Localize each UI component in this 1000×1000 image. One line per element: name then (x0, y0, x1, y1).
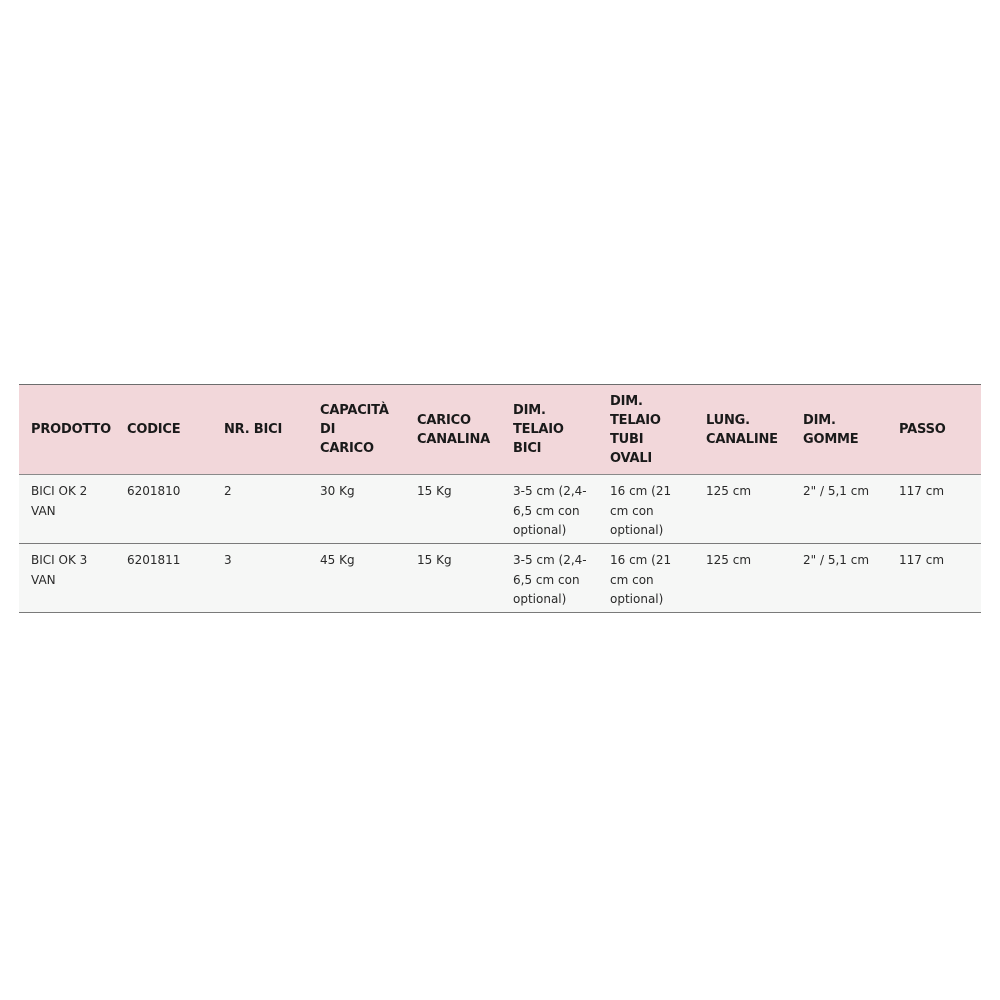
cell-prodotto: BICI OK 3 VAN (31, 553, 88, 587)
cell-carico-canalina: 15 Kg (417, 553, 452, 567)
cell-capacita-di-carico: 30 Kg (320, 484, 355, 498)
cell-lung-canaline: 125 cm (706, 484, 752, 498)
cell-nr-bici: 2 (224, 484, 232, 498)
header-nr-bici: NR. BICI (224, 422, 283, 437)
cell-carico-canalina: 15 Kg (417, 484, 452, 498)
cell-passo: 117 cm (899, 484, 945, 498)
header-dim-gomme: DIM. GOMME (803, 412, 859, 447)
table-row (19, 544, 981, 613)
cell-dim-telaio-tubi-ovali: 16 cm (21 cm con optional) (610, 553, 672, 606)
cell-prodotto: BICI OK 2 VAN (31, 484, 88, 518)
product-spec-table (19, 384, 981, 613)
cell-codice: 6201811 (127, 553, 181, 567)
cell-dim-gomme: 2" / 5,1 cm (803, 484, 870, 498)
table-body (19, 475, 981, 613)
cell-codice: 6201810 (127, 484, 181, 498)
header-lung-canaline: LUNG. CANALINE (706, 412, 778, 447)
cell-lung-canaline: 125 cm (706, 553, 752, 567)
table-header-row (19, 385, 981, 475)
table-row (19, 475, 981, 544)
cell-dim-telaio-bici: 3-5 cm (2,4-6,5 cm con optional) (513, 553, 587, 606)
header-dim-telaio-bici: DIM. TELAIO BICI (513, 403, 564, 456)
cell-passo: 117 cm (899, 553, 945, 567)
header-passo: PASSO (899, 422, 946, 437)
cell-nr-bici: 3 (224, 553, 232, 567)
header-prodotto: PRODOTTO (31, 422, 111, 437)
header-dim-telaio-tubi-ovali: DIM. TELAIO TUBI OVALI (610, 393, 661, 466)
header-carico-canalina: CARICO CANALINA (417, 412, 491, 447)
header-capacita-di-carico: CAPACITÀ DI CARICO (320, 403, 389, 456)
cell-capacita-di-carico: 45 Kg (320, 553, 355, 567)
header-codice: CODICE (127, 422, 181, 437)
cell-dim-telaio-tubi-ovali: 16 cm (21 cm con optional) (610, 484, 672, 537)
cell-dim-telaio-bici: 3-5 cm (2,4-6,5 cm con optional) (513, 484, 587, 537)
table-header (19, 385, 981, 475)
cell-dim-gomme: 2" / 5,1 cm (803, 553, 870, 567)
